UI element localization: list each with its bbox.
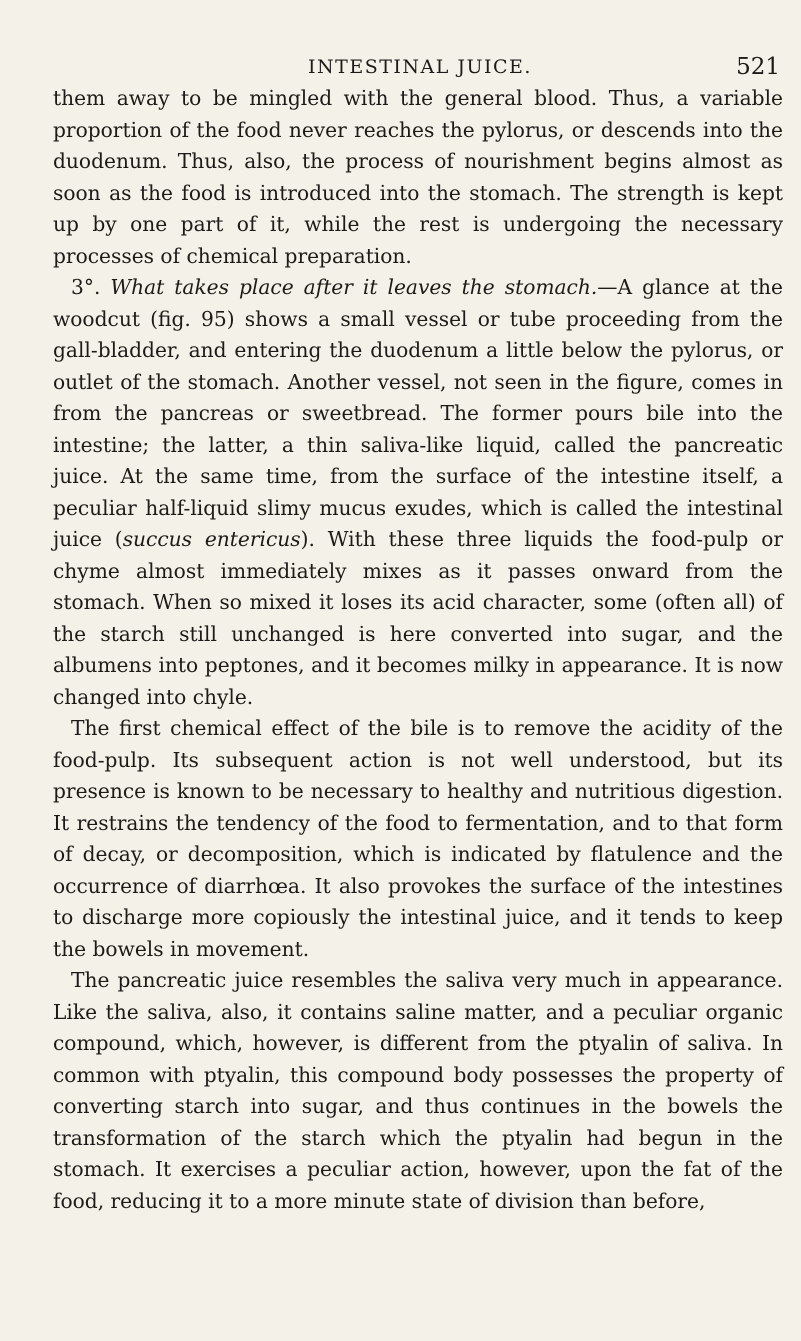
paragraph-2 — [53, 272, 783, 713]
page-number: 521 — [736, 54, 780, 80]
paragraph-2-text-a: —A glance at the woodcut (fig. 95) shows a small vessel or tube proceeding from the gall-bladder, and entering the duodenum a little below the pylorus, or outlet of the stomach. Another vessel, not seen in the figure, comes in from the pancreas or sweetbread. The former pours bile into the intestine; the latter, a thin saliva-like liquid, called the pancreatic juice. At the same time, from the surface of the intestine itself, a peculiar half-liquid slimy mucus exudes, which is called the intestinal juice ( — [53, 275, 783, 551]
body-text — [53, 83, 783, 1217]
latin-term: succus entericus — [122, 527, 301, 551]
paragraph-3: The first chemical effect of the bile is to remove the acidity of the food-pulp. Its subsequent action is not well understood, but its presence is known to be necessary to healthy and nutritious digestion. It restrains the tendency of the food to fermentation, and to that form of decay, or decomposition, which is indicated by flatulence and the occurrence of diarrhœa. It also provokes the surface of the intestines to discharge more copiously the intestinal juice, and it tends to keep the bowels in movement. — [53, 716, 783, 961]
section-heading: What takes place after it leaves the stomach. — [110, 275, 598, 299]
paragraph-4: The pancreatic juice resembles the saliva very much in appearance. Like the saliva, also, it contains saline matter, and a peculiar organic compound, which, however, is different from the ptyalin of saliva. In common with ptyalin, this compound body possesses the property of converting starch into sugar, and thus continues in the bowels the transformation of the starch which the ptyalin had begun in the stomach. It exercises a peculiar action, however, upon the fat of the food, reducing it to a more minute state of division than before, — [53, 968, 783, 1213]
paragraph-2-text-b: ). With these three liquids the food-pulp or chyme almost immediately mixes as it passes onward from the stomach. When so mixed it loses its acid character, some (often all) of the starch still unchanged is here converted into sugar, and the albumens into peptones, and it becomes milky in appearance. It is now changed into chyle. — [53, 527, 783, 709]
paragraph-1: them away to be mingled with the general blood. Thus, a variable proportion of the food never reaches the pylorus, or descends into the duodenum. Thus, also, the process of nourishment begins almost as soon as the food is introduced into the stomach. The strength is kept up by one part of it, while the rest is undergoing the necessary processes of chemical preparation. — [53, 86, 783, 268]
running-title: INTESTINAL JUICE. — [308, 56, 532, 78]
page-header — [60, 48, 780, 78]
section-number: 3°. — [71, 275, 111, 299]
